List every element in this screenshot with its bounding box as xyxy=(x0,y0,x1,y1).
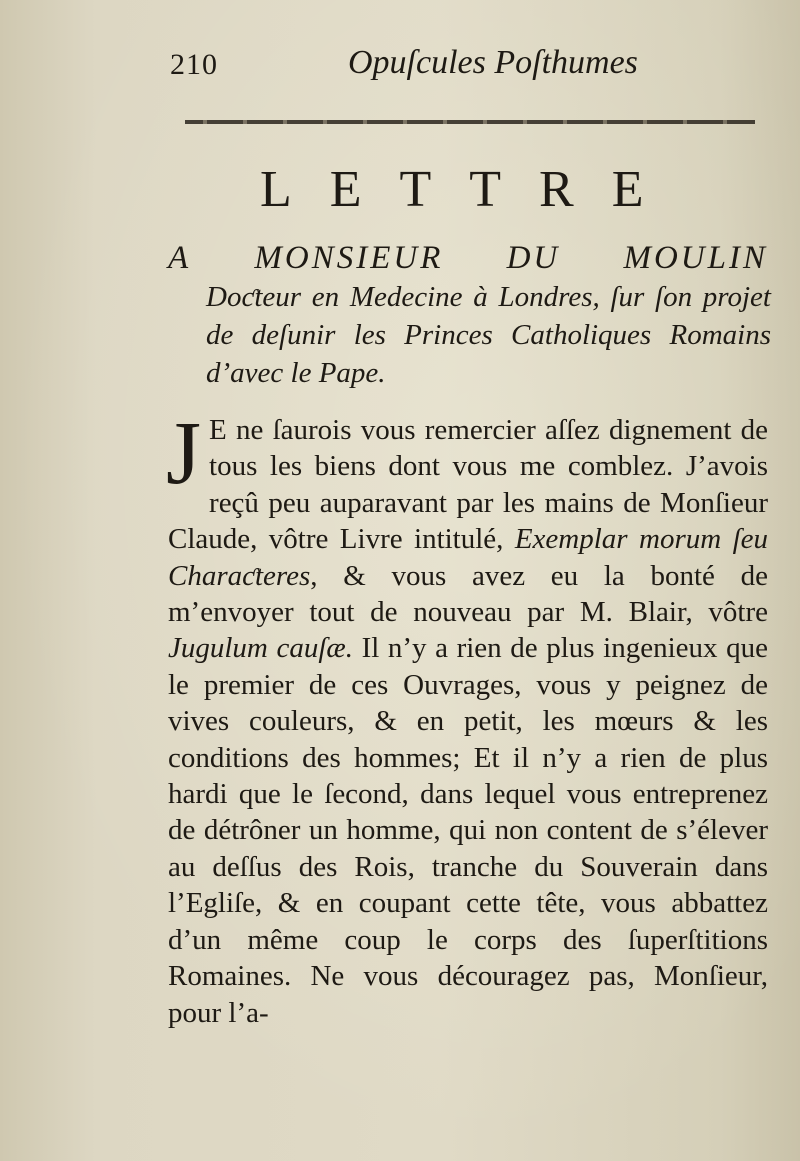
body-text-part: , & vous avez eu la bonté de m’envoyer tout de nouveau par M. Blair, vôtre xyxy=(168,559,768,629)
page-header xyxy=(160,40,750,90)
drop-cap: J xyxy=(166,404,202,503)
address-continuation: Doƈteur en Medecine à Londres, ſur ſon projet de deſunir les Princes Catholiques Romains d’avec le Pape. xyxy=(206,281,771,389)
running-head: Opuſcules Poſthumes xyxy=(348,44,638,81)
address-word: DU xyxy=(506,240,561,276)
page-number: 210 xyxy=(170,48,218,81)
address-word: MONSIEUR xyxy=(254,240,444,276)
body-text-part: E ne ſaurois vous remercier aſſez dignement de tous les biens dont vous me comblez. J’avois reçû peu auparavant par les mains de Monſieur Claude, vôtre Livre intitulé, xyxy=(168,414,768,556)
letter-title: LETTRE xyxy=(260,161,682,218)
body-text-part: Il n’y a rien de plus ingenieux que le premier de ces Ouvrages, vous y peignez de vives couleurs, & en petit, les mœurs & les conditions des hommes; Et il n’y a rien de plus hardi que le ſecond, dans lequel vous entreprenez de détrôner un homme, qui non content de s’élever au deſſus des Rois, tranche du Souverain dans l’Egliſe, & en coupant cette tête, vous abbattez d’un même coup le corps des ſuperſtitions Romaines. Ne vous découragez pas, Monſieur, pour l’a- xyxy=(168,632,768,1029)
italic-title: Exemplar morum ſeu Charaƈteres xyxy=(168,523,769,592)
italic-title: Jugulum cauſæ. xyxy=(168,632,353,665)
address-word: MOULIN xyxy=(623,240,768,276)
letter-body xyxy=(166,404,769,1031)
ornamental-rule xyxy=(185,120,755,124)
address-word: A xyxy=(168,240,192,276)
address-first-line xyxy=(168,240,768,277)
